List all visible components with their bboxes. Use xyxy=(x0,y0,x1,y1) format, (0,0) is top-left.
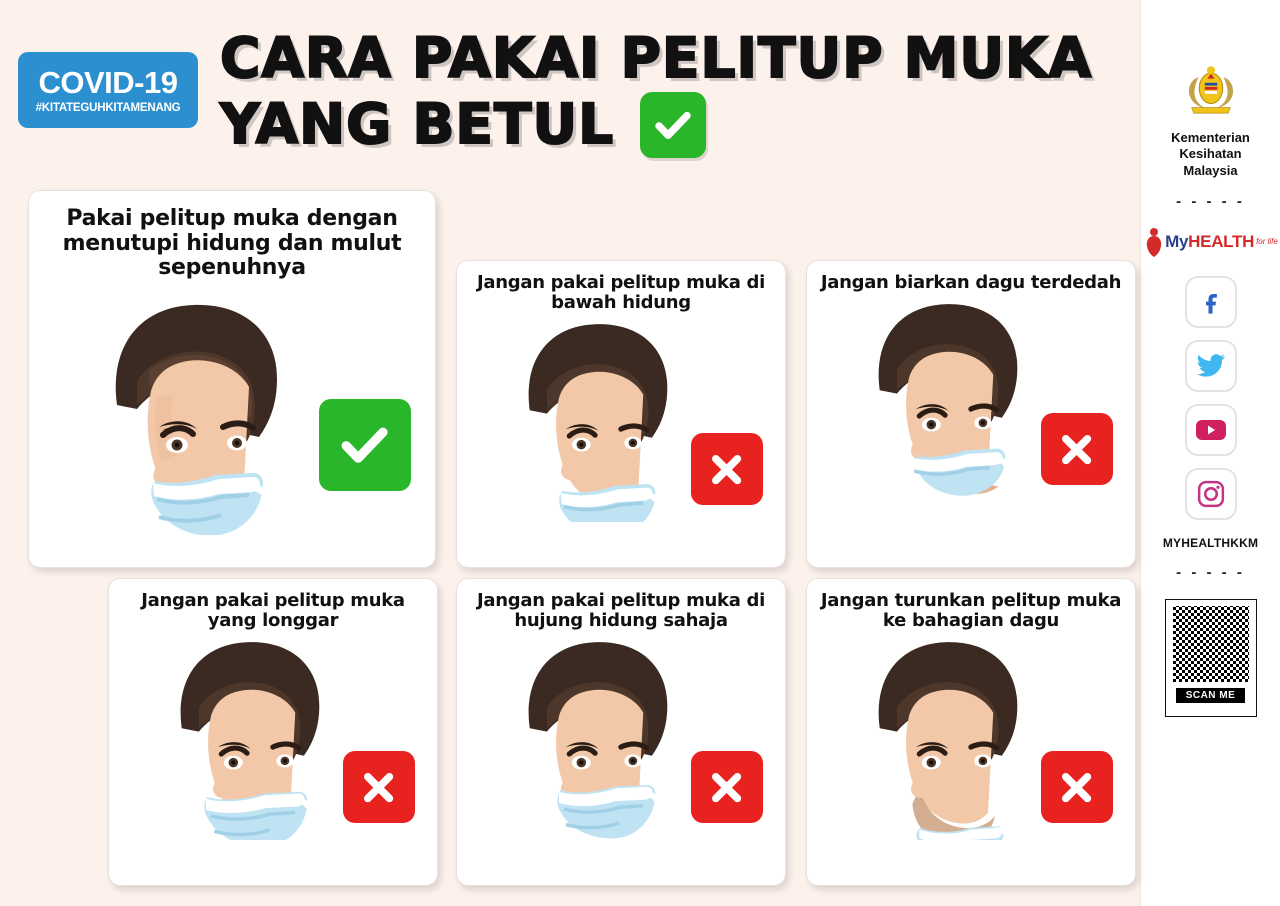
page-title-line-2: YANG BETUL xyxy=(220,91,615,156)
card-illustration xyxy=(807,293,1135,543)
card-illustration xyxy=(109,631,437,881)
face-nose-tip-only xyxy=(485,625,700,840)
card-caption: Jangan pakai pelitup muka di hujung hidung sahaja xyxy=(477,590,765,632)
card-caption: Pakai pelitup muka dengan menutupi hidung dan mulut sepenuhnya xyxy=(62,206,402,281)
card-below-nose xyxy=(456,260,786,568)
card-status-cross-icon xyxy=(691,433,763,505)
card-caption: Jangan turunkan pelitup muka ke bahagian dagu xyxy=(820,590,1122,632)
facebook-icon[interactable] xyxy=(1185,276,1237,328)
header xyxy=(16,14,1124,174)
qr-scan-label: SCAN ME xyxy=(1176,688,1246,703)
card-mask-on-chin xyxy=(806,578,1136,886)
social-handle: MYHEALTHKKM xyxy=(1162,535,1259,550)
card-chin-exposed xyxy=(806,260,1136,568)
card-status-cross-icon xyxy=(691,751,763,823)
title-block xyxy=(220,26,1124,158)
myhealth-my: My xyxy=(1165,231,1189,251)
myhealth-figure-icon xyxy=(1143,227,1165,257)
divider-bottom: - - - - - xyxy=(1176,563,1245,581)
card-status-check-icon xyxy=(319,399,411,491)
page-title-row-2 xyxy=(220,92,1124,158)
twitter-icon[interactable] xyxy=(1185,340,1237,392)
face-loose-mask xyxy=(137,625,352,840)
card-illustration xyxy=(457,631,785,881)
divider-top: - - - - - xyxy=(1176,192,1245,210)
face-mask-below-nose xyxy=(485,307,700,522)
ministry-line-1: Kementerian xyxy=(1171,130,1250,145)
ministry-line-3: Malaysia xyxy=(1183,162,1238,178)
ministry-name xyxy=(1171,130,1250,179)
face-chin-exposed xyxy=(835,287,1050,502)
card-status-cross-icon xyxy=(343,751,415,823)
card-correct-usage xyxy=(28,190,436,568)
malaysia-coat-of-arms-icon xyxy=(1175,58,1247,120)
card-nose-tip-only xyxy=(456,578,786,886)
card-caption: Jangan pakai pelitup muka yang longgar xyxy=(141,590,405,632)
card-illustration xyxy=(29,281,435,565)
card-caption: Jangan pakai pelitup muka di bawah hidung xyxy=(477,272,765,314)
face-with-mask-correct xyxy=(65,285,315,535)
card-loose-mask xyxy=(108,578,438,886)
card-status-cross-icon xyxy=(1041,413,1113,485)
face-mask-on-chin xyxy=(835,625,1050,840)
card-caption: Jangan biarkan dagu terdedah xyxy=(820,272,1122,293)
myhealth-health: HEALTH xyxy=(1188,231,1255,251)
youtube-icon[interactable] xyxy=(1185,404,1237,456)
sidebar xyxy=(1140,0,1280,906)
card-status-cross-icon xyxy=(1041,751,1113,823)
myhealth-wordmark xyxy=(1165,232,1254,252)
myhealth-tagline: for life xyxy=(1256,237,1278,247)
qr-code-image xyxy=(1173,606,1249,682)
ministry-line-2: Kesihatan xyxy=(1179,146,1242,162)
cards-grid xyxy=(16,176,1124,896)
instagram-icon[interactable] xyxy=(1185,468,1237,520)
myhealth-logo xyxy=(1143,220,1278,264)
campaign-hashtag: #KITATEGUHKITAMENANG xyxy=(35,101,181,114)
card-illustration xyxy=(807,631,1135,881)
header-check-icon xyxy=(640,92,706,158)
covid-19-label: COVID-19 xyxy=(38,64,178,100)
covid-19-badge xyxy=(18,52,198,128)
page-title-line-1: CARA PAKAI PELITUP MUKA xyxy=(220,26,1093,90)
card-illustration xyxy=(457,313,785,563)
qr-code-block[interactable] xyxy=(1165,599,1257,717)
